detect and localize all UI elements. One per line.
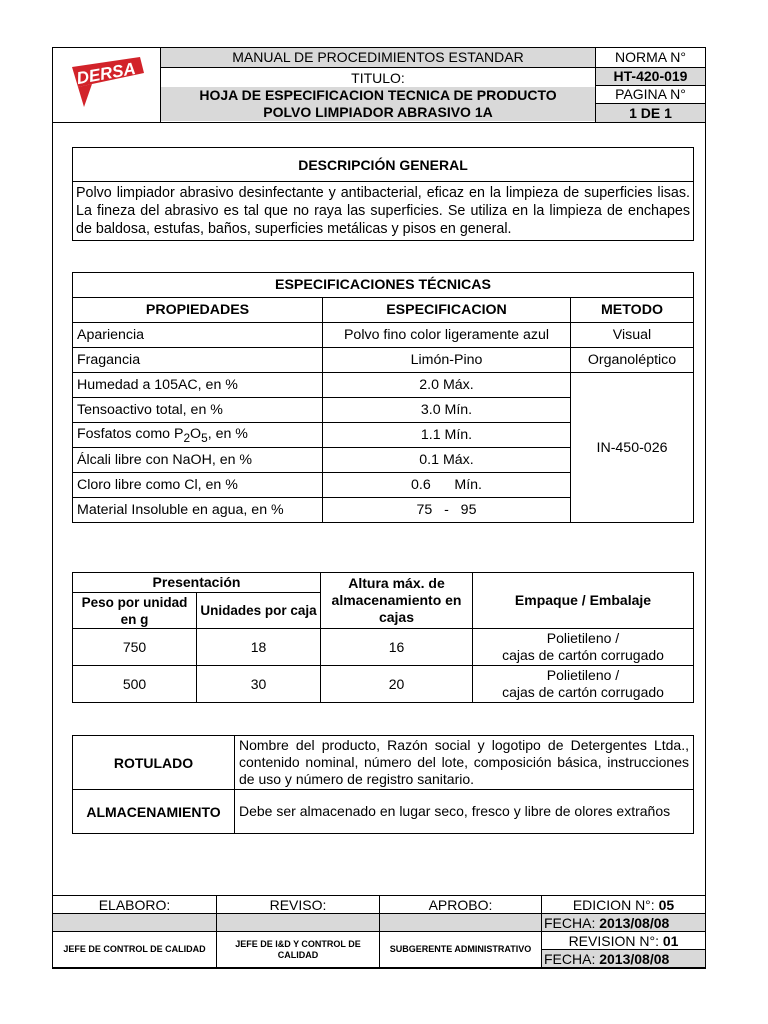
property-cell [73,423,323,448]
property-cell: Álcali libre con NaOH, en % [73,448,323,473]
elaboro-role: JEFE DE CONTROL DE CALIDAD [53,932,217,968]
revision-label: REVISION N°: [568,932,663,949]
property-cell: Apariencia [73,323,323,348]
presentation-heading: Presentación [73,573,321,593]
description-heading: DESCRIPCIÓN GENERAL [73,148,694,182]
elaboro-signature [53,914,217,932]
col-altura: Altura máx. de almacenamiento en cajas [321,573,473,629]
norma-label: NORMA N° [596,48,706,68]
pack-line: Polietileno / [546,667,620,683]
pack-line: Polietileno / [546,630,620,646]
subscript: 2 [183,430,191,445]
revision-cell [542,932,706,950]
document-header [52,47,706,123]
norma-value: HT-420-019 [596,68,706,86]
reviso-signature [217,914,380,932]
spec-cell: Limón-Pino [323,348,571,373]
signature-footer [52,895,706,968]
shared-method-cell: IN-450-026 [571,373,694,523]
title-block [161,68,596,123]
specs-table [72,272,694,523]
spec-cell: Polvo fino color ligeramente azul [323,323,571,348]
rotulado-label: ROTULADO [73,736,235,790]
col-empaque: Empaque / Embalaje [473,573,694,629]
subscript: 5 [201,430,208,445]
almacenamiento-label: ALMACENAMIENTO [73,790,235,834]
dersa-logo [66,53,148,113]
units-cell: 30 [197,666,321,703]
fecha-label: FECHA: [544,950,600,967]
aprobo-role: SUBGERENTE ADMINISTRATIVO [380,932,542,968]
labeling-table [72,735,694,834]
table-row [73,629,694,666]
title-line-1: HOJA DE ESPECIFICACION TECNICA DE PRODUCTO [161,87,595,104]
presentation-table [72,572,694,703]
property-text: O [190,425,202,442]
fecha-value: 2013/08/08 [599,950,670,967]
pagina-label: PAGINA N° [596,86,706,104]
spec-cell: 3.0 Mín. [323,398,571,423]
weight-cell: 500 [73,666,197,703]
title-line-2: POLVO LIMPIADOR ABRASIVO 1A [161,104,595,121]
spec-cell: 0.1 Máx. [323,448,571,473]
property-text: Fosfatos como P [77,425,184,442]
almacenamiento-text: Debe ser almacenado en lugar seco, fresco y libre de olores extraños [235,790,694,834]
fecha-label: FECHA: [544,914,600,931]
property-cell: Cloro libre como Cl, en % [73,473,323,498]
aprobo-label: APROBO: [380,896,542,914]
revision-value: 01 [662,932,679,949]
weight-cell: 750 [73,629,197,666]
height-cell: 20 [321,666,473,703]
reviso-role: JEFE DE I&D Y CONTROL DE CALIDAD [217,932,380,968]
fecha-cell [542,950,706,968]
description-table [72,147,694,241]
table-row [73,323,694,348]
spec-cell: 2.0 Máx. [323,373,571,398]
edicion-label: EDICION N°: [572,896,659,913]
table-row [73,348,694,373]
elaboro-label: ELABORO: [53,896,217,914]
fecha-value: 2013/08/08 [599,914,670,931]
property-cell: Material Insoluble en agua, en % [73,498,323,523]
pack-cell [473,629,694,666]
specs-heading: ESPECIFICACIONES TÉCNICAS [73,273,694,298]
aprobo-signature [380,914,542,932]
col-propiedades: PROPIEDADES [73,298,323,323]
edicion-value: 05 [658,896,675,913]
reviso-label: REVISO: [217,896,380,914]
property-cell: Tensoactivo total, en % [73,398,323,423]
edicion-cell [542,896,706,914]
pack-line: cajas de cartón corrugado [502,684,664,700]
col-peso: Peso por unidad en g [73,593,197,629]
col-metodo: METODO [571,298,694,323]
units-cell: 18 [197,629,321,666]
pack-line: cajas de cartón corrugado [502,647,664,663]
property-text: , en % [207,425,248,442]
manual-title: MANUAL DE PROCEDIMIENTOS ESTANDAR [161,48,596,68]
logo-cell [53,48,161,123]
spec-cell: 0.6 Mín. [323,473,571,498]
property-cell: Fragancia [73,348,323,373]
rotulado-text: Nombre del producto, Razón social y logotipo de Detergentes Ltda., contenido nominal, número del lote, composición básica, instrucciones de uso y número de registro sanitario. [235,736,694,790]
logo-text: DERSA [74,58,137,89]
method-cell: Visual [571,323,694,348]
spec-cell: 75 - 95 [323,498,571,523]
col-unidades: Unidades por caja [197,593,321,629]
height-cell: 16 [321,629,473,666]
fecha-cell [542,914,706,932]
method-cell: Organoléptico [571,348,694,373]
pack-cell [473,666,694,703]
table-row [73,373,694,398]
spec-cell: 1.1 Mín. [323,423,571,448]
table-row [73,666,694,703]
col-especificacion: ESPECIFICACION [323,298,571,323]
pagina-value: 1 DE 1 [596,104,706,123]
property-cell: Humedad a 105AC, en % [73,373,323,398]
titulo-label: TITULO: [351,69,405,86]
description-text: Polvo limpiador abrasivo desinfectante y antibacterial, eficaz en la limpieza de superficies lisas. La fineza del abrasivo es tal que no raya las superficies. Se utiliza en la limpieza de enchapes de baldosa, estufas, baños, superficies metálicas y pisos en general. [73,182,694,241]
